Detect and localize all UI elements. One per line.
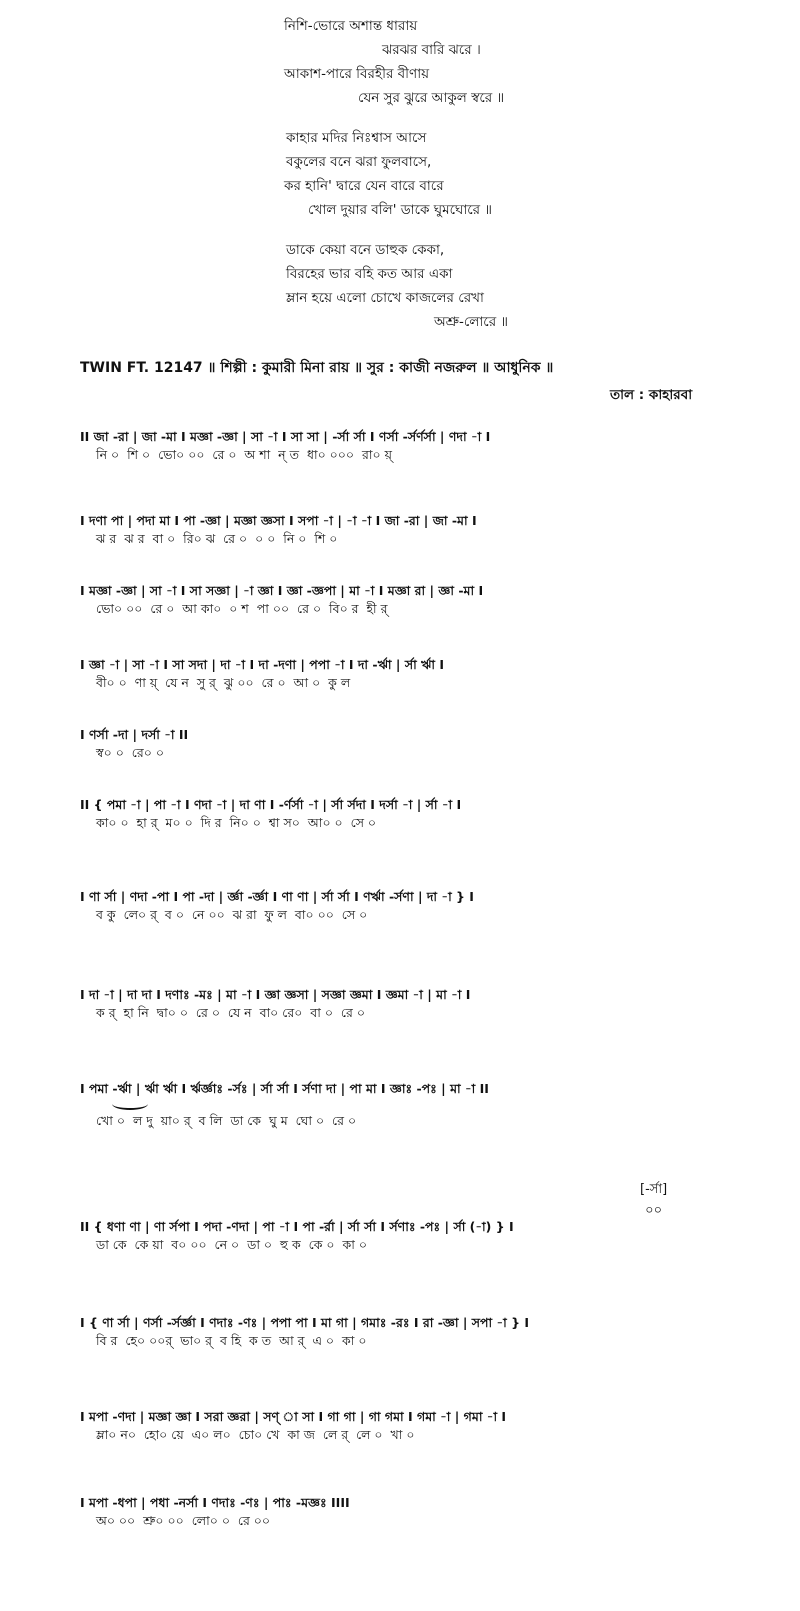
swara-line: I পমা -র্ঋা | র্ঋা র্ঋা I র্ঋর্জ্ঞাঃ -র্সঃ | র্সা র্সা I র্সণা দা | পা মা I জ্ঞাঃ -পঃ | মা -া II	[80, 1081, 489, 1096]
swara-line: II { পমা -া | পা -া I ণদা -া | দা ণা I -র্ণর্সা -া | র্সা র্সদা I দর্সা -া | র্সা -া I	[80, 797, 462, 812]
notation-row	[80, 582, 710, 618]
bracket-note	[640, 1180, 667, 1222]
lyric-line: কর হানি' দ্বারে যেন বারে বারে	[284, 178, 444, 194]
swara-line: I দণা পা | পদা মা I পা -জ্ঞা | মজ্ঞা জ্ঞসা I সপা -া | -া -া I জা -রা | জা -মা I	[80, 513, 477, 528]
lyric-line: ম্লান হয়ে এলো চোখে কাজলের রেখা	[286, 290, 484, 306]
lyric-line: বকুলের বনে ঝরা ফুলবাসে,	[286, 154, 432, 170]
swara-line: I মপা -ধপা | পধা -নর্সা I ণদাঃ -ণঃ | পাঃ -মজ্ঞঃ IIII	[80, 1495, 350, 1510]
lyric-syllables: ক র্ হা নি দ্বা০ ০ রে ০ যে ন বা০ রে০ বা ০ রে ০	[96, 1005, 365, 1020]
lyric-syllables: বি র হে০ ০০র্ ভা০ র্ ব হি ক ত আ র্ এ ০ কা ০	[96, 1333, 367, 1348]
notation-row	[80, 1080, 710, 1130]
notation-row	[80, 796, 710, 832]
lyrics-block	[284, 14, 584, 350]
lyric-line: কাহার মদির নিঃশ্বাস আসে	[286, 130, 427, 146]
lyric-line: ঝরঝর বারি ঝরে ।	[382, 42, 481, 58]
notation-row	[80, 888, 710, 924]
swara-line: I মজ্ঞা -জ্ঞা | সা -া I সা সজ্ঞা | -া জ্ঞা I জ্ঞা -জ্ঞপা | মা -া I মজ্ঞা রা | জ্ঞা -মা I	[80, 583, 484, 598]
notation-row	[80, 726, 710, 762]
lyric-syllables: ম্লা০ ন০ হো০ য়ে এ০ ল০ চো০ খে কা জ লে র্ লে ০ খা ০	[96, 1427, 415, 1442]
lyric-syllables: অ০ ০০ শ্রু০ ০০ লো০ ০ রে ০০	[96, 1513, 271, 1528]
notation-row	[80, 1494, 710, 1530]
taal-label: তাল : কাহারবা	[610, 387, 693, 403]
lyric-line: ডাকে কেয়া বনে ডাহুক কেকা,	[286, 242, 445, 258]
lyric-syllables: স্ব০ ০ রে০ ০	[96, 745, 164, 760]
notation-row	[80, 1218, 710, 1254]
notation-row	[80, 1314, 710, 1350]
notation-row	[80, 428, 710, 464]
stanza-2	[284, 126, 584, 222]
lyric-syllables: খো ০ ল দু য়া০ র্ ব লি ডা কে ঘু ম ঘো ০ রে ০	[96, 1113, 357, 1128]
swara-line: I { ণা র্সা | ণর্সা -র্সর্জ্ঞা I ণদাঃ -ণঃ | পপা পা I মা গা | গমাঃ -রঃ I রা -জ্ঞা | সপা -া } I	[80, 1315, 530, 1330]
swara-line: II জা -রা | জা -মা I মজ্ঞা -জ্ঞা | সা -া I সা সা | -র্সা র্সা I ণর্সা -র্সর্ণর্সা | ণদা -া I	[80, 429, 491, 444]
lyric-syllables: কা০ ০ হা র্ ম০ ০ দি র নি০ ০ শ্বা স০ আ০ ০ সে ০	[96, 815, 377, 830]
stanza-1	[284, 14, 584, 110]
lyric-line: নিশি-ভোরে অশান্ত ধারায়	[284, 18, 418, 34]
lyric-line: আকাশ-পারে বিরহীর বীণায়	[284, 66, 430, 82]
notation-row	[80, 1408, 710, 1444]
bracket-note-syllable: ০০	[645, 1203, 663, 1218]
lyric-syllables: ভো০ ০০ রে ০ আ কা০ ০ শ পা ০০ রে ০ বি০ র হী র্	[96, 601, 388, 616]
notation-row	[80, 986, 710, 1022]
stanza-3	[284, 238, 584, 334]
notation-row	[80, 656, 710, 692]
lyric-syllables: ব কু লে০ র্ ব ০ নে ০০ ঝ রা ফু ল বা০ ০০ সে ০	[96, 907, 368, 922]
swara-line: I জ্ঞা -া | সা -া I সা সদা | দা -া I দা -দণা | পপা -া I দা -র্ঋা | র্সা র্ঋা I	[80, 657, 445, 672]
lyric-syllables: ডা কে কে য়া ব০ ০০ নে ০ ডা ০ হু ক কে ০ কা ০	[96, 1237, 367, 1252]
bracket-note-swara: [-র্সা]	[640, 1182, 668, 1197]
swara-line: I ণর্সা -দা | দর্সা -া II	[80, 727, 189, 742]
lyric-syllables: নি ০ শি ০ ভো০ ০০ রে ০ অ শা ন্ ত ধা০ ০০০ রা০ য়্	[96, 447, 392, 462]
record-header: TWIN FT. 12147 ॥ শিল্পী : কুমারী মিনা রায় ॥ সুর : কাজী নজরুল ॥ আধুনিক ॥	[80, 360, 554, 376]
lyric-line: বিরহের ভার বহি কত আর একা	[286, 266, 453, 282]
lyric-syllables: বী০ ০ ণা য়্ যে ন সু র্ ঝু ০০ রে ০ আ ০ কু ল	[96, 675, 351, 690]
swara-line: I মপা -ণদা | মজ্ঞা জ্ঞা I সরা জ্ঞরা | সণ্ া সা I গা গা | গা গমা I গমা -া | গমা -া I	[80, 1409, 507, 1424]
notation-row	[80, 512, 710, 548]
swara-line: I ণা র্সা | ণদা -পা I পা -দা | র্জ্ঞা -র্জ্ঞা I ণা ণা | র্সা র্সা I ণর্ঋা -র্সণা | দা -া } I	[80, 889, 474, 904]
lyric-line: অশ্রু-লোরে ॥	[434, 314, 509, 330]
swara-line: II { ধণা ণা | ণা র্সপা I পদা -ণদা | পা -া I পা -র্রা | র্সা র্সা I র্সণাঃ -পঃ | র্সা (-া) } I	[80, 1219, 514, 1234]
lyric-line: খোল দুয়ার বলি' ডাকে ঘুমঘোরে ॥	[308, 202, 493, 218]
swara-line: I দা -া | দা দা I দণাঃ -মঃ | মা -া I জ্ঞা জ্ঞসা | সজ্ঞা জ্ঞমা I জ্ঞমা -া | মা -া I	[80, 987, 471, 1002]
slur-mark	[112, 1098, 148, 1110]
lyric-line: যেন সুর ঝুরে আকুল স্বরে ॥	[358, 90, 505, 106]
lyric-syllables: ঝ র ঝ র বা ০ রি০ ঝ রে ০ ০ ০ নি ০ শি ০	[96, 531, 338, 546]
